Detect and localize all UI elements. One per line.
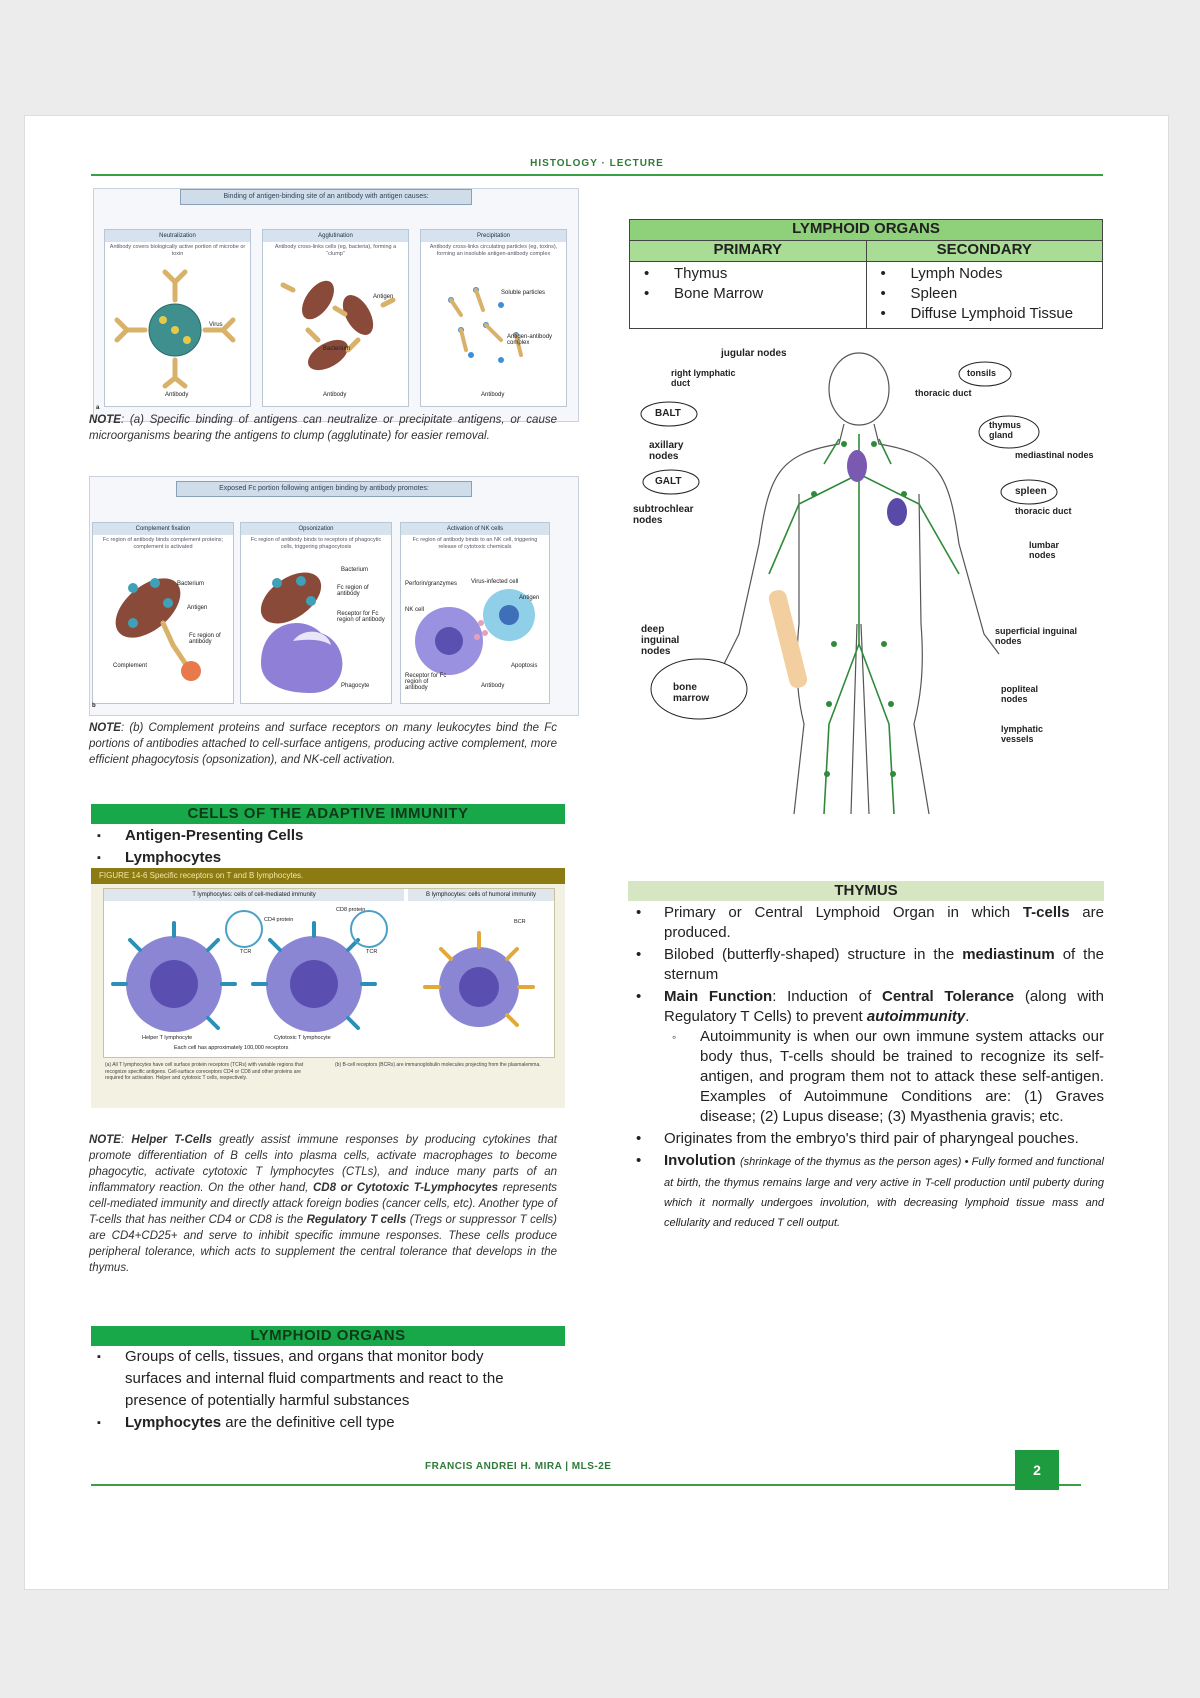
footer-rule [91,1484,1081,1486]
note-a-text: : (a) Specific binding of antigens can neutralize or precipitate antigens, or cause microorganisms bearing the antigens to clump (agglutinate) for easier removal. [89,414,557,442]
panel-neutralization [104,229,251,407]
panel-text: Fc region of antibody binds to receptors of phagocytic cells, triggering phagocytosis [250,537,382,550]
list-item: ▪ Lymphocytes [91,847,565,869]
footer-author: FRANCIS ANDREI H. MIRA | MLS-2E [425,1461,612,1472]
lymphatic-system-diagram [629,344,1103,844]
panel-heading: Neutralization [105,230,250,242]
opsonization-illustration [241,553,391,693]
label-antibody: Antibody [165,392,189,398]
panel-text: Fc region of antibody binds to an NK cell, triggering release of cytotoxic chemicals [412,537,538,550]
label-deep-inguinal-nodes: deep inguinal nodes [641,624,680,657]
panel-text: Antibody cross-links circulating particles (eg, toxins), forming an insoluble antigen-antibody complex [429,244,558,257]
label-antibody: Antibody [323,392,347,398]
label-antigen: Antigen [373,294,394,300]
lymphoid-organs-heading: LYMPHOID ORGANS [91,1326,565,1346]
panel-agglutination [262,229,409,407]
item-small: (shrinkage of the thymus as the person ages [739,1156,958,1168]
list-item: • Thymus [630,264,866,284]
label-bacterium: Bacterium [177,581,205,587]
panel-heading: Agglutination [263,230,408,242]
label-receptor: Receptor for Fc region of antibody [405,673,447,691]
list-item: • Diffuse Lymphoid Tissue [867,304,1103,324]
list-item: • Bone Marrow [630,284,866,304]
cells-adaptive-heading: CELLS OF THE ADAPTIVE IMMUNITY [91,804,565,824]
item-text: are the definitive cell type [221,1414,395,1431]
label-thoracic-duct-2: thoracic duct [1015,506,1072,516]
label-bacterium: Bacterium [341,567,369,573]
label-tcr-2: TCR [366,949,378,955]
figure-lymphocyte-receptors [91,868,565,1108]
complement-illustration [93,553,233,693]
list-item [628,987,1104,1127]
list-item [628,945,1104,985]
figure-c-panel [103,888,555,1058]
header-rule [91,174,1103,176]
label-nk-cell: NK cell [405,607,425,613]
figure-fc-portion [89,476,579,716]
note-c [89,1132,557,1276]
term-t-cells: T-cells [1022,904,1070,921]
label-spleen: spleen [1015,486,1047,497]
lymphoid-organs-table [629,219,1103,329]
label-popliteal-nodes: popliteal nodes [1001,684,1039,704]
item-text: Originates from the embryo's third pair of pharyngeal pouches. [664,1130,1079,1147]
panel-nk-activation [400,522,550,704]
label-fc-region: Fc region of antibody [189,633,221,645]
agglutination-illustration [263,260,408,390]
note-a [89,412,557,444]
note-text: greatly assist immune responses by producing cytokines that promote differentiation of B cells into plasma cells, activate macrophages to become phagocytic, activate cytotoxic T lymphocytes (CTLs), and induce many parts of an inflammatory reaction. On the other hand, [89,1134,557,1194]
label-virus: Virus [209,322,223,328]
note-b-text: : (b) Complement proteins and surface receptors on many leukocytes bind the Fc portions of antibodies attached to cell-surface antigens, producing active complement, more efficient phagocytosis (opsonization), and NK-cell activation. [89,722,557,766]
label-perforin: Perforin/granzymes [405,581,458,587]
lymphocyte-illustration [104,889,554,1057]
label-subtrochlear-nodes: subtrochlear nodes [633,504,694,526]
label-lymphatic-vessels: lymphatic vessels [1001,724,1044,744]
neutralization-illustration [105,260,250,390]
label-receptor: Receptor for Fc region of antibody [337,611,385,623]
term-helper: Helper T-Cells [131,1134,212,1146]
label-bcr: BCR [514,919,526,925]
figure-b-letter: b [92,703,96,709]
item-text: Primary or Central Lymphoid Organ in which [664,904,1023,921]
term-treg: Regulatory T cells [306,1214,407,1226]
label-thoracic-duct: thoracic duct [915,388,972,398]
secondary-cell [866,262,1103,329]
col-secondary: SECONDARY [866,241,1103,262]
nk-illustration [401,553,549,693]
lymphoid-list [91,1346,521,1434]
list-item [91,1346,521,1412]
label-balt: BALT [655,408,681,419]
label-tcr-1: TCR [240,949,252,955]
page-header: HISTOLOGY · LECTURE [530,158,664,169]
col-primary: PRIMARY [630,241,867,262]
item-text: of the sternum [664,946,1105,983]
table-title: LYMPHOID ORGANS [630,220,1103,241]
page-number: 2 [1015,1450,1059,1490]
panel-text: Fc region of antibody binds complement proteins; complement is activated [102,537,224,550]
panel-opsonization [240,522,392,704]
t-heading: T lymphocytes: cells of cell-mediated immunity [104,889,404,901]
label-antibody: Antibody [481,683,505,689]
term-involution: Involution [664,1152,736,1169]
panel-heading: Complement fixation [93,523,233,535]
item-bold: Lymphocytes [125,1414,222,1431]
label-axillary-nodes: axillary nodes [649,440,684,462]
list-item: • Spleen [867,284,1103,304]
panel-precipitation [420,229,567,407]
label-cd4: CD4 protein [264,917,294,923]
label-complement: Complement [113,663,148,669]
term-main-function: Main Function [664,988,773,1005]
thymus-list [628,903,1104,1232]
label-bone-marrow: bone marrow [673,682,710,704]
note-text: : [120,1134,132,1146]
label-thymus-gland: thymus gland [989,420,1022,440]
item-text: Groups of cells, tissues, and organs that monitor body surfaces and internal fluid compartments and react to the presence of potentially harmful substances [125,1348,504,1409]
figure-antibody-binding [93,188,579,422]
sub-list [664,1027,1104,1127]
document-page [24,115,1169,1590]
label-right-lymphatic-duct: right lymphatic duct [671,368,736,388]
list-item: • Lymph Nodes [867,264,1103,284]
label-fc-region: Fc region of antibody [337,585,369,597]
note-text: (Tregs or suppressor T cells) are CD4+CD25+ and serve to inhibit specific immune responses. These cells produce peripheral tolerance, which acts to supplement the central tolerance that develops in the thymus. [89,1214,557,1274]
item-text: : Induction of [772,988,882,1005]
note-label: NOTE [89,1134,121,1146]
label-lumbar-nodes: lumbar nodes [1029,540,1060,560]
figure-c-legend-a: (a) All T lymphocytes have cell surface protein receptors (TCRs) with variable regions that recognize specific antigens. Cell-surface coreceptors CD4 or CD8 and other proteins are required for activation. Helper and cytotoxic T cells, respectively. [105,1062,304,1081]
item-text: ) • Fully formed and functional at birth, the thymus remains large and very active in T-cell production until puberty during which it normally undergoes involution, with decreasing lymphoid tissue mass and cellularity and reduced T cell output. [664,1156,1104,1229]
figure-b-title: Exposed Fc portion following antigen binding by antibody promotes: [176,481,472,497]
term-mediastinum: mediastinum [962,946,1055,963]
panel-complement-fixation [92,522,234,704]
note-label: NOTE [89,414,121,426]
label-bacterium: Bacterium [323,346,351,352]
label-complex: Antigen-antibody complex [507,334,553,346]
term-cd8: CD8 or Cytotoxic T-Lymphocytes [312,1182,499,1194]
label-tonsils: tonsils [967,368,997,378]
panel-text: Antibody covers biologically active portion of microbe or toxin [109,244,246,257]
sub-item: ◦ Autoimmunity is when our own immune system attacks our body thus, T-cells should be trained to recognize its self-antigen, and program them not to attack these self-antigen. Examples of Autoimmune Conditions are: (1) Graves disease; (2) Lupus disease; (3) Myasthenia gravis; etc. [664,1027,1104,1127]
label-galt: GALT [655,476,682,487]
term-autoimmunity: autoimmunity [866,1008,966,1025]
panel-heading: Opsonization [241,523,391,535]
label-superficial-inguinal-nodes: superficial inguinal nodes [995,626,1078,646]
label-cd8: CD8 protein [336,907,366,913]
label-jugular-nodes: jugular nodes [721,348,787,359]
label-antigen: Antigen [519,595,540,601]
figure-a-title: Binding of antigen-binding site of an antibody with antigen causes: [180,189,472,205]
list-item [628,903,1104,943]
label-apoptosis: Apoptosis [511,663,538,669]
item-text: are produced. [664,904,1104,941]
label-receptors-count: Each cell has approximately 100,000 receptors [174,1045,289,1051]
note-text: represents cell-mediated immunity and directly attack foreign bodies (cancer cells, etc). Another type of T-cells that has neither CD4 or CD8 is the [89,1182,558,1226]
note-label: NOTE [89,722,121,734]
primary-cell [630,262,867,329]
panel-heading: Activation of NK cells [401,523,549,535]
label-soluble-particles: Soluble particles [501,290,546,296]
figure-c-legend-b: (b) B-cell receptors (BCRs) are immunoglobulin molecules projecting from the plasmalemma. [335,1062,541,1068]
note-b [89,720,557,768]
figure-c-caption: FIGURE 14-6 Specific receptors on T and B lymphocytes. [91,868,565,884]
list-item [628,1129,1104,1149]
label-cytotoxic: Cytotoxic T lymphocyte [274,1035,331,1041]
label-infected-cell: Virus-infected cell [471,579,519,585]
term-central-tolerance: Central Tolerance [881,988,1015,1005]
item-text: . [965,1008,970,1025]
body-outline [629,344,1103,844]
cells-list [91,825,565,869]
list-item: ▪ Antigen-Presenting Cells [91,825,565,847]
thymus-heading: THYMUS [628,881,1104,901]
label-antibody: Antibody [481,392,505,398]
panel-text: Antibody cross-links cells (eg, bacteria), forming a “clump” [274,244,397,257]
item-text: Bilobed (butterfly-shaped) structure in the [664,946,963,963]
precipitation-illustration [421,260,566,390]
label-antigen: Antigen [187,605,208,611]
label-mediastinal-nodes: mediastinal nodes [1015,450,1094,460]
b-heading: B lymphocytes: cells of humoral immunity [408,889,554,901]
list-item [91,1412,521,1434]
label-helper: Helper T lymphocyte [142,1035,193,1041]
list-item [628,1151,1104,1232]
label-phagocyte: Phagocyte [341,683,370,689]
panel-heading: Precipitation [421,230,566,242]
figure-a-letter: a [96,405,100,411]
item-text: (along with Regulatory T Cells) to prevent [664,988,1104,1025]
